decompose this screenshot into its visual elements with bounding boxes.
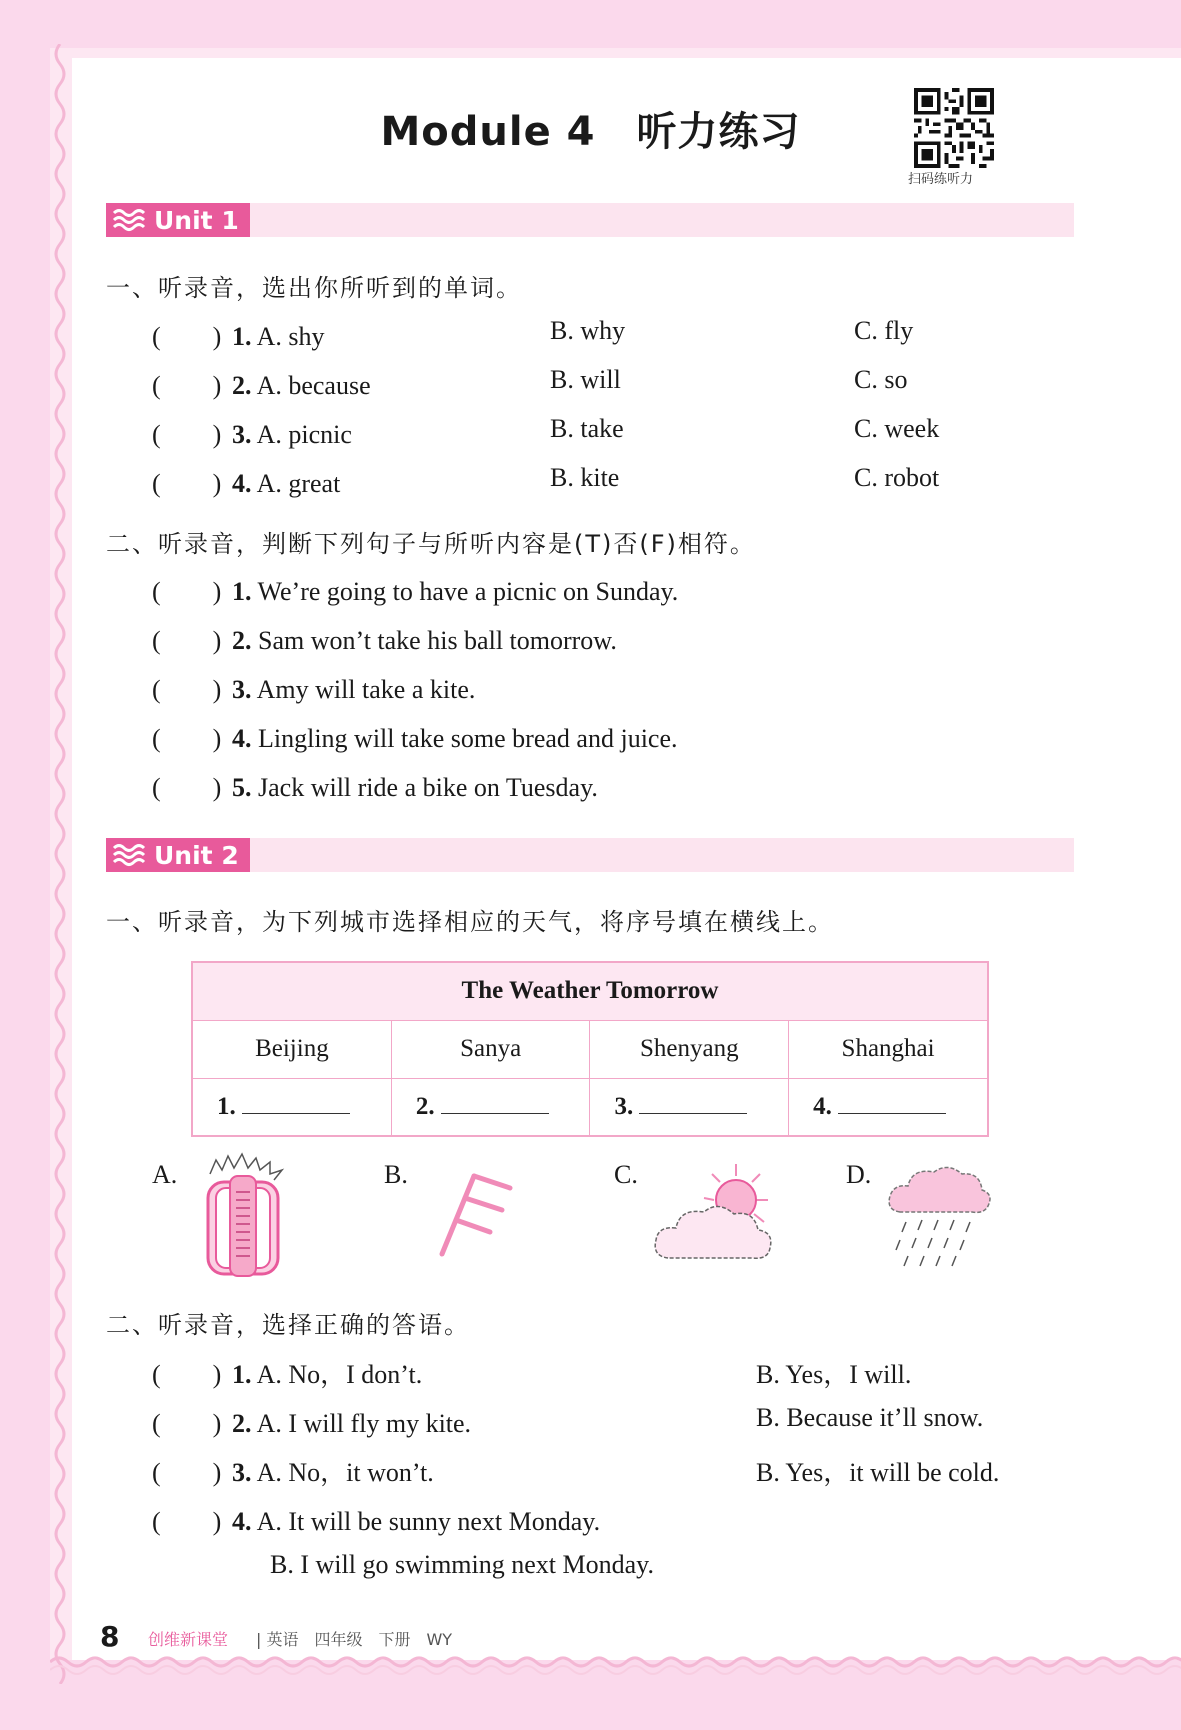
rain-cloud-icon: [884, 1160, 994, 1272]
item-number: 1.: [232, 1360, 252, 1389]
qr-label: 扫码练听力: [908, 172, 974, 187]
option-c: C. week: [854, 414, 940, 443]
item-number: 2.: [232, 371, 252, 400]
answer-blank[interactable]: ( ): [152, 420, 222, 449]
answer-blank[interactable]: ( ): [152, 626, 222, 655]
statement-text: We’re going to have a picnic on Sunday.: [257, 577, 679, 606]
item-number: 3.: [232, 420, 252, 449]
answer-blank[interactable]: ( ): [152, 724, 222, 753]
u1-q1-heading: 一、听录音，选出你所听到的单词。: [106, 274, 522, 302]
answer-blank[interactable]: ( ): [152, 469, 222, 498]
statement-text: Jack will ride a bike on Tuesday.: [258, 773, 598, 802]
wave-border-left: [46, 44, 76, 1684]
u1-q1-item: [152, 463, 940, 500]
unit-1-label: Unit 1: [154, 205, 239, 235]
footer-info: | 英语 四年级 下册 WY: [256, 1630, 453, 1649]
statement-text: Lingling will take some bread and juice.: [258, 724, 678, 753]
option-a: A. No，I don’t.: [256, 1360, 423, 1389]
item-number: 5.: [232, 773, 252, 802]
option-a: A. because: [256, 371, 371, 400]
option-b: B. will: [550, 365, 621, 394]
fill-blank[interactable]: [838, 1092, 946, 1114]
blank-number: 2.: [415, 1093, 435, 1121]
answer-blank[interactable]: ( ): [152, 1458, 222, 1487]
option-b: B. Yes，I will.: [756, 1360, 912, 1389]
statement-text: Amy will take a kite.: [256, 675, 476, 704]
item-number: 1.: [232, 322, 252, 351]
option-a: A. It will be sunny next Monday.: [256, 1507, 601, 1536]
blank-number: 3.: [614, 1093, 634, 1121]
picture-label-c: C.: [614, 1160, 638, 1189]
blank-cell: [590, 1078, 789, 1136]
option-b: B. why: [550, 316, 626, 345]
u1-q1-item: [152, 365, 908, 402]
blank-cell: [391, 1078, 590, 1136]
answer-blank[interactable]: ( ): [152, 1360, 222, 1389]
footer-brand: 创维新课堂: [148, 1630, 229, 1649]
answer-blank[interactable]: ( ): [152, 675, 222, 704]
option-a: A. picnic: [256, 420, 352, 449]
unit-1-tag: [106, 203, 250, 237]
weather-table: [191, 961, 989, 1137]
u2-q2-heading: 二、听录音，选择正确的答语。: [106, 1311, 470, 1339]
u1-q2-item: [152, 718, 678, 755]
option-b: B. take: [550, 414, 624, 443]
option-b: B. Because it’ll snow.: [756, 1403, 984, 1432]
option-a: A. great: [256, 469, 341, 498]
picture-label-d: D.: [846, 1160, 872, 1189]
answer-blank[interactable]: ( ): [152, 773, 222, 802]
answer-blank[interactable]: ( ): [152, 577, 222, 606]
item-number: 3.: [232, 675, 252, 704]
option-c: C. robot: [854, 463, 940, 492]
option-b: B. Yes，it will be cold.: [756, 1458, 1000, 1487]
u1-q2-heading: 二、听录音，判断下列句子与所听内容是(T)否(F)相符。: [106, 530, 756, 558]
u1-q2-item: [152, 767, 598, 804]
answer-blank[interactable]: ( ): [152, 322, 222, 351]
u2-q2-item: [152, 1403, 984, 1440]
blank-cell: [192, 1078, 391, 1136]
fill-blank[interactable]: [639, 1092, 747, 1114]
item-number: 1.: [232, 577, 252, 606]
blank-cell: [789, 1078, 988, 1136]
u2-q1-heading: 一、听录音，为下列城市选择相应的天气，将序号填在横线上。: [106, 908, 834, 936]
answer-blank[interactable]: ( ): [152, 1507, 222, 1536]
waves-icon: [112, 842, 146, 868]
option-a: A. No，it won’t.: [256, 1458, 434, 1487]
waves-icon: [112, 207, 146, 233]
picture-label-b: B.: [384, 1160, 408, 1189]
thermometer-icon: [200, 1152, 286, 1278]
u1-q2-item: [152, 571, 678, 608]
option-b: B. kite: [550, 463, 620, 492]
item-number: 4.: [232, 724, 252, 753]
option-a: A. I will fly my kite.: [256, 1409, 472, 1438]
item-number: 4.: [232, 469, 252, 498]
item-number: 2.: [232, 1409, 252, 1438]
u1-q1-item: [152, 316, 914, 353]
u1-q2-item: [152, 669, 475, 706]
blank-number: 4.: [813, 1093, 832, 1121]
u2-q2-item: [152, 1501, 600, 1538]
item-number: 4.: [232, 1507, 252, 1536]
fill-blank[interactable]: [441, 1092, 549, 1114]
answer-blank[interactable]: ( ): [152, 1409, 222, 1438]
page-title: Module 4 听力练习: [380, 109, 801, 155]
city-cell: Beijing: [192, 1020, 391, 1078]
blank-number: 1.: [217, 1093, 236, 1121]
u2-q2-item-4-option-b: B. I will go swimming next Monday.: [270, 1550, 654, 1579]
unit-1-header: [106, 203, 1074, 237]
page-number: 8: [100, 1620, 120, 1653]
u1-q2-item: [152, 620, 617, 657]
wind-icon: [436, 1168, 516, 1258]
answer-blank[interactable]: ( ): [152, 371, 222, 400]
wave-border-bottom: [50, 1650, 1181, 1680]
option-c: C. so: [854, 365, 908, 394]
option-a: A. shy: [256, 322, 325, 351]
u2-q2-item: [152, 1354, 912, 1391]
city-cell: Shanghai: [789, 1020, 988, 1078]
unit-2-label: Unit 2: [154, 840, 239, 870]
city-cell: Sanya: [391, 1020, 590, 1078]
option-c: C. fly: [854, 316, 914, 345]
fill-blank[interactable]: [242, 1092, 350, 1114]
u1-q1-item: [152, 414, 940, 451]
unit-2-header: [106, 838, 1074, 872]
city-cell: Shenyang: [590, 1020, 789, 1078]
table-title: The Weather Tomorrow: [192, 962, 988, 1020]
qr-code-icon[interactable]: [914, 88, 994, 168]
statement-text: Sam won’t take his ball tomorrow.: [258, 626, 617, 655]
picture-label-a: A.: [152, 1160, 178, 1189]
item-number: 3.: [232, 1458, 252, 1487]
item-number: 2.: [232, 626, 252, 655]
u2-q2-item: [152, 1452, 1000, 1489]
unit-2-tag: [106, 838, 250, 872]
sun-cloud-icon: [650, 1160, 780, 1268]
